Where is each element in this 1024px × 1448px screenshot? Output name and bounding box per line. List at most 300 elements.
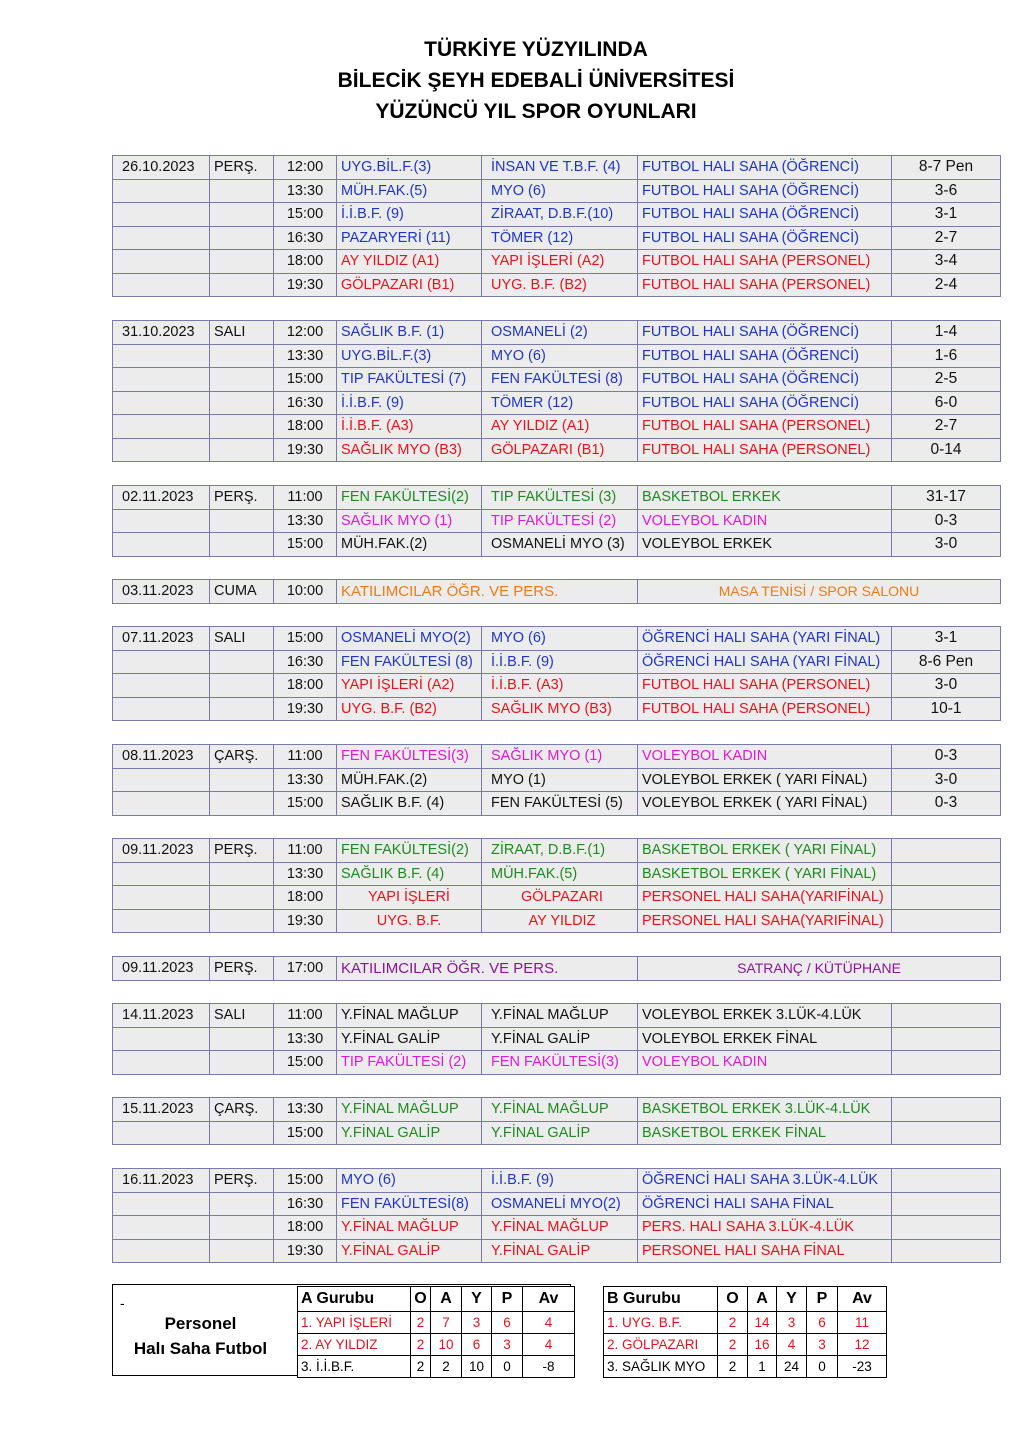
time-cell: 13:30 — [274, 344, 337, 368]
venue-cell: MASA TENİSİ / SPOR SALONU — [638, 580, 1001, 604]
team1-cell: FEN FAKÜLTESİ(2) — [337, 486, 482, 510]
time-cell: 15:00 — [274, 792, 337, 816]
group-b-table — [603, 1286, 887, 1378]
day-cell — [210, 1216, 274, 1240]
team2-cell: Y.FİNAL MAĞLUP — [482, 1216, 638, 1240]
venue-cell: VOLEYBOL KADIN — [638, 509, 892, 533]
title-line-3: YÜZÜNCÜ YIL SPOR OYUNLARI — [375, 100, 697, 123]
stat-cell: 1 — [748, 1356, 777, 1378]
date-cell — [113, 415, 210, 439]
day-cell — [210, 391, 274, 415]
day-cell: SALI — [210, 627, 274, 651]
table-row — [113, 156, 1001, 180]
team1-cell: İ.İ.B.F. (9) — [337, 391, 482, 415]
time-cell: 17:00 — [274, 957, 337, 981]
schedule-block — [112, 744, 1001, 816]
venue-cell: ÖĞRENCİ HALI SAHA 3.LÜK-4.LÜK — [638, 1169, 892, 1193]
table-row — [113, 1239, 1001, 1263]
time-cell: 13:30 — [274, 768, 337, 792]
table-row — [113, 391, 1001, 415]
score-cell: 2-7 — [892, 415, 1001, 439]
time-cell: 13:30 — [274, 1098, 337, 1122]
team2-cell: SAĞLIK MYO (B3) — [482, 697, 638, 721]
venue-cell: PERS. HALI SAHA 3.LÜK-4.LÜK — [638, 1216, 892, 1240]
table-row — [113, 957, 1001, 981]
team1-cell: Y.FİNAL GALİP — [337, 1027, 482, 1051]
time-cell: 16:30 — [274, 391, 337, 415]
team-name-cell: 1. UYG. B.F. — [604, 1312, 718, 1334]
table-row — [113, 321, 1001, 345]
time-cell: 19:30 — [274, 909, 337, 933]
day-cell — [210, 226, 274, 250]
team1-cell: Y.FİNAL MAĞLUP — [337, 1216, 482, 1240]
date-cell — [113, 697, 210, 721]
stat-cell: 3 — [777, 1312, 807, 1334]
date-cell: 09.11.2023 — [113, 957, 210, 981]
stat-cell: 2 — [411, 1334, 431, 1356]
venue-cell: FUTBOL HALI SAHA (ÖĞRENCİ) — [638, 203, 892, 227]
stat-cell: 24 — [777, 1356, 807, 1378]
day-cell — [210, 886, 274, 910]
venue-cell: ÖĞRENCİ HALI SAHA (YARI FİNAL) — [638, 627, 892, 651]
team2-cell: GÖLPAZARI — [482, 886, 638, 910]
table-row — [298, 1312, 575, 1334]
time-cell: 16:30 — [274, 1192, 337, 1216]
team1-cell: Y.FİNAL MAĞLUP — [337, 1004, 482, 1028]
date-cell: 26.10.2023 — [113, 156, 210, 180]
stat-cell: 3 — [492, 1334, 523, 1356]
table-row — [113, 1192, 1001, 1216]
team2-cell: Y.FİNAL GALİP — [482, 1027, 638, 1051]
day-cell: PERŞ. — [210, 156, 274, 180]
day-cell — [210, 509, 274, 533]
table-row — [113, 273, 1001, 297]
date-cell — [113, 438, 210, 462]
team1-cell: UYG. B.F. — [337, 909, 482, 933]
venue-cell: VOLEYBOL ERKEK FİNAL — [638, 1027, 892, 1051]
date-cell — [113, 226, 210, 250]
time-cell: 15:00 — [274, 368, 337, 392]
team2-cell: Y.FİNAL MAĞLUP — [482, 1098, 638, 1122]
team1-cell: SAĞLIK B.F. (1) — [337, 321, 482, 345]
score-cell — [892, 1239, 1001, 1263]
team2-cell: MYO (6) — [482, 627, 638, 651]
venue-cell: FUTBOL HALI SAHA (ÖĞRENCİ) — [638, 321, 892, 345]
stat-cell: 0 — [492, 1356, 523, 1378]
table-row — [113, 674, 1001, 698]
team1-cell: SAĞLIK B.F. (4) — [337, 792, 482, 816]
venue-cell: PERSONEL HALI SAHA(YARIFİNAL) — [638, 886, 892, 910]
team1-cell: YAPI İŞLERİ (A2) — [337, 674, 482, 698]
team2-cell: Y.FİNAL GALİP — [482, 1239, 638, 1263]
group-header-cell: P — [492, 1287, 523, 1312]
date-cell: 08.11.2023 — [113, 745, 210, 769]
date-cell — [113, 1027, 210, 1051]
team2-cell: ZİRAAT, D.B.F.(1) — [482, 839, 638, 863]
venue-cell: ÖĞRENCİ HALI SAHA FİNAL — [638, 1192, 892, 1216]
team2-cell: İ.İ.B.F. (9) — [482, 1169, 638, 1193]
day-cell: PERŞ. — [210, 1169, 274, 1193]
title-line-2: BİLECİK ŞEYH EDEBALİ ÜNİVERSİTESİ — [337, 69, 735, 92]
day-cell: ÇARŞ. — [210, 745, 274, 769]
date-cell — [113, 1216, 210, 1240]
stat-cell: 14 — [748, 1312, 777, 1334]
title-line-1: TÜRKİYE YÜZYILINDA — [424, 38, 648, 61]
table-row — [113, 839, 1001, 863]
date-cell — [113, 533, 210, 557]
score-cell: 0-3 — [892, 745, 1001, 769]
score-cell — [892, 886, 1001, 910]
day-cell — [210, 862, 274, 886]
table-row — [113, 1121, 1001, 1145]
date-cell: 16.11.2023 — [113, 1169, 210, 1193]
team2-cell: FEN FAKÜLTESİ(3) — [482, 1051, 638, 1075]
venue-cell: SATRANÇ / KÜTÜPHANE — [638, 957, 1001, 981]
time-cell: 18:00 — [274, 886, 337, 910]
group-header-cell: O — [411, 1287, 431, 1312]
table-row — [113, 768, 1001, 792]
schedule-block — [112, 1097, 1001, 1145]
team-name-cell: 3. SAĞLIK MYO — [604, 1356, 718, 1378]
day-cell — [210, 179, 274, 203]
date-cell — [113, 909, 210, 933]
score-cell — [892, 1169, 1001, 1193]
venue-cell: VOLEYBOL ERKEK ( YARI FİNAL) — [638, 768, 892, 792]
group-header-cell: A — [748, 1287, 777, 1312]
table-row — [113, 226, 1001, 250]
venue-cell: VOLEYBOL ERKEK ( YARI FİNAL) — [638, 792, 892, 816]
table-row — [113, 438, 1001, 462]
team2-cell: FEN FAKÜLTESİ (8) — [482, 368, 638, 392]
team2-cell: ZİRAAT, D.B.F.(10) — [482, 203, 638, 227]
table-row — [113, 533, 1001, 557]
date-cell: 14.11.2023 — [113, 1004, 210, 1028]
team1-cell: FEN FAKÜLTESİ(2) — [337, 839, 482, 863]
stat-cell: -23 — [838, 1356, 887, 1378]
team2-cell: OSMANELİ MYO(2) — [482, 1192, 638, 1216]
group-header-cell: A Gurubu — [298, 1287, 411, 1312]
stat-cell: 2 — [411, 1356, 431, 1378]
score-cell: 6-0 — [892, 391, 1001, 415]
date-cell: 07.11.2023 — [113, 627, 210, 651]
venue-cell: BASKETBOL ERKEK ( YARI FİNAL) — [638, 862, 892, 886]
team1-cell: UYG.BİL.F.(3) — [337, 156, 482, 180]
day-cell — [210, 1192, 274, 1216]
stat-cell: 6 — [807, 1312, 838, 1334]
team2-cell: MYO (6) — [482, 179, 638, 203]
team1-cell: MYO (6) — [337, 1169, 482, 1193]
team-name-cell: 2. AY YILDIZ — [298, 1334, 411, 1356]
team2-cell: GÖLPAZARI (B1) — [482, 438, 638, 462]
venue-cell: BASKETBOL ERKEK ( YARI FİNAL) — [638, 839, 892, 863]
team1-cell: GÖLPAZARI (B1) — [337, 273, 482, 297]
stat-cell: 11 — [838, 1312, 887, 1334]
date-cell — [113, 886, 210, 910]
table-row — [113, 509, 1001, 533]
team2-cell: İ.İ.B.F. (9) — [482, 650, 638, 674]
time-cell: 11:00 — [274, 745, 337, 769]
venue-cell: VOLEYBOL ERKEK — [638, 533, 892, 557]
score-cell — [892, 1192, 1001, 1216]
stat-cell: 3 — [807, 1334, 838, 1356]
schedule-block — [112, 626, 1001, 721]
team2-cell: TÖMER (12) — [482, 226, 638, 250]
date-cell — [113, 391, 210, 415]
venue-cell: BASKETBOL ERKEK FİNAL — [638, 1121, 892, 1145]
schedule-block — [112, 1003, 1001, 1075]
table-row — [604, 1334, 887, 1356]
time-cell: 13:30 — [274, 509, 337, 533]
time-cell: 19:30 — [274, 1239, 337, 1263]
date-cell: 09.11.2023 — [113, 839, 210, 863]
team1-cell: TIP FAKÜLTESİ (2) — [337, 1051, 482, 1075]
schedule-block — [112, 956, 1001, 981]
score-cell: 10-1 — [892, 697, 1001, 721]
stat-cell: 10 — [431, 1334, 462, 1356]
schedule-block — [112, 155, 1001, 297]
table-row — [113, 1216, 1001, 1240]
date-cell — [113, 179, 210, 203]
team1-cell: MÜH.FAK.(5) — [337, 179, 482, 203]
stat-cell: 2 — [411, 1312, 431, 1334]
team1-cell: İ.İ.B.F. (A3) — [337, 415, 482, 439]
table-row — [113, 1098, 1001, 1122]
team1-cell: TIP FAKÜLTESİ (7) — [337, 368, 482, 392]
team1-cell: SAĞLIK B.F. (4) — [337, 862, 482, 886]
schedule-block — [112, 579, 1001, 604]
team2-cell: FEN FAKÜLTESİ (5) — [482, 792, 638, 816]
stat-cell: 7 — [431, 1312, 462, 1334]
stat-cell: 16 — [748, 1334, 777, 1356]
group-a-table — [297, 1286, 575, 1378]
venue-cell: FUTBOL HALI SAHA (ÖĞRENCİ) — [638, 344, 892, 368]
date-cell — [113, 650, 210, 674]
score-cell — [892, 1121, 1001, 1145]
table-row — [113, 745, 1001, 769]
group-header-cell: O — [718, 1287, 748, 1312]
team1-cell: FEN FAKÜLTESİ(3) — [337, 745, 482, 769]
schedule-block — [112, 320, 1001, 462]
day-cell — [210, 273, 274, 297]
date-cell: 15.11.2023 — [113, 1098, 210, 1122]
venue-cell: FUTBOL HALI SAHA (ÖĞRENCİ) — [638, 226, 892, 250]
time-cell: 19:30 — [274, 438, 337, 462]
venue-cell: FUTBOL HALI SAHA (PERSONEL) — [638, 250, 892, 274]
schedule-block — [112, 838, 1001, 933]
group-header-cell: B Gurubu — [604, 1287, 718, 1312]
score-cell — [892, 1027, 1001, 1051]
venue-cell: FUTBOL HALI SAHA (PERSONEL) — [638, 438, 892, 462]
venue-cell: VOLEYBOL KADIN — [638, 1051, 892, 1075]
date-cell: 02.11.2023 — [113, 486, 210, 510]
time-cell: 18:00 — [274, 1216, 337, 1240]
day-cell — [210, 533, 274, 557]
table-row — [113, 1051, 1001, 1075]
day-cell — [210, 250, 274, 274]
score-cell: 8-6 Pen — [892, 650, 1001, 674]
venue-cell: FUTBOL HALI SAHA (PERSONEL) — [638, 415, 892, 439]
date-cell — [113, 250, 210, 274]
team2-cell: UYG. B.F. (B2) — [482, 273, 638, 297]
date-cell — [113, 674, 210, 698]
table-row — [113, 1004, 1001, 1028]
team1-cell: UYG.BİL.F.(3) — [337, 344, 482, 368]
team1-cell: FEN FAKÜLTESİ (8) — [337, 650, 482, 674]
table-row — [113, 1169, 1001, 1193]
day-cell: SALI — [210, 1004, 274, 1028]
team1-cell: MÜH.FAK.(2) — [337, 533, 482, 557]
score-cell: 0-3 — [892, 792, 1001, 816]
group-header-cell: Y — [462, 1287, 492, 1312]
table-row — [113, 368, 1001, 392]
team1-cell: SAĞLIK MYO (B3) — [337, 438, 482, 462]
date-cell — [113, 273, 210, 297]
table-row — [113, 415, 1001, 439]
table-row — [604, 1312, 887, 1334]
day-cell — [210, 1239, 274, 1263]
score-cell — [892, 1051, 1001, 1075]
time-cell: 15:00 — [274, 1169, 337, 1193]
table-row — [113, 580, 1001, 604]
venue-cell: PERSONEL HALI SAHA FİNAL — [638, 1239, 892, 1263]
day-cell — [210, 768, 274, 792]
score-cell: 3-0 — [892, 674, 1001, 698]
table-row — [113, 627, 1001, 651]
team1-cell: Y.FİNAL GALİP — [337, 1121, 482, 1145]
score-cell: 1-4 — [892, 321, 1001, 345]
stat-cell: 2 — [718, 1312, 748, 1334]
group-header-cell: A — [431, 1287, 462, 1312]
score-cell — [892, 1004, 1001, 1028]
table-row — [298, 1356, 575, 1378]
team1-cell: FEN FAKÜLTESİ(8) — [337, 1192, 482, 1216]
venue-cell: VOLEYBOL KADIN — [638, 745, 892, 769]
table-row — [604, 1356, 887, 1378]
table-row — [113, 862, 1001, 886]
team1-cell: AY YILDIZ (A1) — [337, 250, 482, 274]
score-cell: 3-1 — [892, 627, 1001, 651]
stat-cell: 4 — [523, 1312, 575, 1334]
table-row — [113, 203, 1001, 227]
venue-cell: PERSONEL HALI SAHA(YARIFİNAL) — [638, 909, 892, 933]
team2-cell: TIP FAKÜLTESİ (2) — [482, 509, 638, 533]
table-row — [113, 697, 1001, 721]
day-cell: PERŞ. — [210, 957, 274, 981]
score-cell: 0-14 — [892, 438, 1001, 462]
date-cell — [113, 368, 210, 392]
schedule-block — [112, 485, 1001, 557]
standings-title-line-2: Halı Saha Futbol — [133, 1339, 268, 1358]
stat-cell: 6 — [462, 1334, 492, 1356]
day-cell — [210, 1027, 274, 1051]
team2-cell: MYO (1) — [482, 768, 638, 792]
team-name-cell: 3. İ.İ.B.F. — [298, 1356, 411, 1378]
team1-cell: Y.FİNAL MAĞLUP — [337, 1098, 482, 1122]
venue-cell: FUTBOL HALI SAHA (PERSONEL) — [638, 273, 892, 297]
date-cell: 03.11.2023 — [113, 580, 210, 604]
day-cell — [210, 368, 274, 392]
time-cell: 13:30 — [274, 862, 337, 886]
table-row — [113, 650, 1001, 674]
day-cell — [210, 792, 274, 816]
day-cell: PERŞ. — [210, 486, 274, 510]
score-cell: 3-1 — [892, 203, 1001, 227]
team-name-cell: 2. GÖLPAZARI — [604, 1334, 718, 1356]
team2-cell: OSMANELİ MYO (3) — [482, 533, 638, 557]
day-cell — [210, 203, 274, 227]
score-cell: 0-3 — [892, 509, 1001, 533]
table-row — [113, 179, 1001, 203]
time-cell: 12:00 — [274, 321, 337, 345]
table-row — [113, 486, 1001, 510]
participants-cell: KATILIMCILAR ÖĞR. VE PERS. — [337, 580, 638, 604]
group-header-row — [298, 1287, 575, 1312]
table-row — [113, 344, 1001, 368]
team2-cell: MÜH.FAK.(5) — [482, 862, 638, 886]
team2-cell: İ.İ.B.F. (A3) — [482, 674, 638, 698]
team2-cell: OSMANELİ (2) — [482, 321, 638, 345]
day-cell — [210, 674, 274, 698]
venue-cell: FUTBOL HALI SAHA (ÖĞRENCİ) — [638, 391, 892, 415]
date-cell — [113, 792, 210, 816]
table-row — [298, 1334, 575, 1356]
team2-cell: MYO (6) — [482, 344, 638, 368]
score-cell — [892, 909, 1001, 933]
table-row — [113, 1027, 1001, 1051]
table-row — [113, 792, 1001, 816]
time-cell: 18:00 — [274, 674, 337, 698]
time-cell: 15:00 — [274, 1051, 337, 1075]
venue-cell: FUTBOL HALI SAHA (PERSONEL) — [638, 674, 892, 698]
score-cell — [892, 1098, 1001, 1122]
venue-cell: FUTBOL HALI SAHA (ÖĞRENCİ) — [638, 179, 892, 203]
day-cell — [210, 1121, 274, 1145]
team2-cell: Y.FİNAL GALİP — [482, 1121, 638, 1145]
day-cell: PERŞ. — [210, 839, 274, 863]
team1-cell: Y.FİNAL GALİP — [337, 1239, 482, 1263]
stat-cell: 4 — [777, 1334, 807, 1356]
time-cell: 18:00 — [274, 250, 337, 274]
day-cell — [210, 697, 274, 721]
time-cell: 19:30 — [274, 273, 337, 297]
date-cell — [113, 1051, 210, 1075]
time-cell: 16:30 — [274, 650, 337, 674]
time-cell: 12:00 — [274, 156, 337, 180]
venue-cell: FUTBOL HALI SAHA (ÖĞRENCİ) — [638, 156, 892, 180]
day-cell — [210, 438, 274, 462]
standings-dash: - — [120, 1295, 125, 1311]
time-cell: 10:00 — [274, 580, 337, 604]
table-row — [113, 909, 1001, 933]
table-row — [113, 886, 1001, 910]
score-cell: 3-4 — [892, 250, 1001, 274]
group-header-cell: Av — [838, 1287, 887, 1312]
team2-cell: TÖMER (12) — [482, 391, 638, 415]
venue-cell: VOLEYBOL ERKEK 3.LÜK-4.LÜK — [638, 1004, 892, 1028]
date-cell: 31.10.2023 — [113, 321, 210, 345]
score-cell — [892, 862, 1001, 886]
time-cell: 11:00 — [274, 486, 337, 510]
team1-cell: SAĞLIK MYO (1) — [337, 509, 482, 533]
page-title — [0, 34, 1024, 127]
venue-cell: FUTBOL HALI SAHA (ÖĞRENCİ) — [638, 368, 892, 392]
score-cell: 2-5 — [892, 368, 1001, 392]
participants-cell: KATILIMCILAR ÖĞR. VE PERS. — [337, 957, 638, 981]
group-header-cell: Av — [523, 1287, 575, 1312]
date-cell — [113, 203, 210, 227]
group-header-cell: P — [807, 1287, 838, 1312]
team2-cell: İNSAN VE T.B.F. (4) — [482, 156, 638, 180]
